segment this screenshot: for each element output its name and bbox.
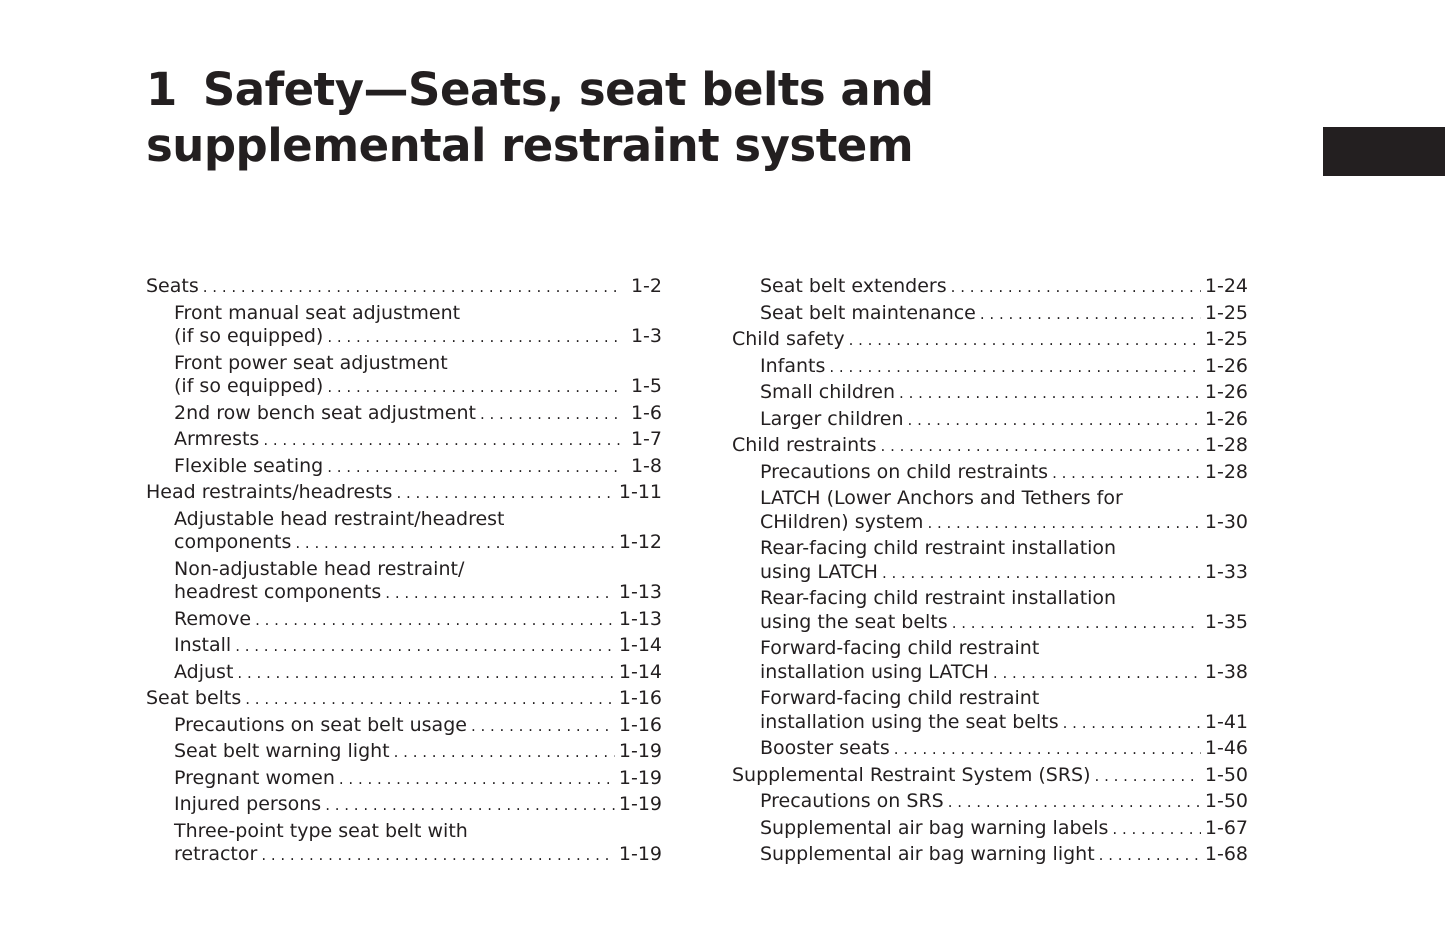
toc-entry-label: components [174, 531, 292, 553]
toc-entry-label: Install [174, 634, 232, 656]
toc-entry[interactable] [146, 608, 662, 635]
toc-entry-label: (if so equipped) [174, 325, 324, 347]
toc-entry[interactable] [146, 634, 662, 661]
dot-leader [948, 791, 1201, 815]
toc-entry-page-number: 1-24 [1204, 275, 1248, 297]
dot-leader [849, 329, 1201, 353]
dot-leader [385, 582, 615, 606]
dot-leader [237, 662, 614, 686]
toc-entry[interactable] [732, 355, 1248, 382]
toc-entry[interactable] [146, 481, 662, 508]
chapter-number: 1 [146, 63, 177, 116]
toc-entry-page-number: 1-7 [630, 428, 662, 450]
toc-entry-label: installation using LATCH [760, 660, 989, 683]
toc-entry[interactable] [732, 637, 1248, 687]
toc-entry[interactable] [146, 275, 662, 302]
toc-entry-page-number: 1-35 [1204, 610, 1248, 633]
toc-entry-line [146, 275, 662, 300]
toc-entry-page-number: 1-6 [630, 401, 662, 424]
toc-entry-page-number: 1-67 [1204, 816, 1248, 839]
toc-entry-page-number: 1-19 [618, 740, 662, 762]
toc-entry-page-number: 1-16 [618, 687, 662, 709]
toc-entry-label: installation using the seat belts [760, 710, 1059, 733]
toc-entry-page-number: 1-38 [1204, 660, 1248, 683]
dot-leader [1095, 765, 1201, 789]
toc-entry-page-number: 1-28 [1204, 434, 1248, 456]
toc-entry[interactable] [732, 817, 1248, 844]
toc-entry-line [760, 817, 1248, 842]
toc-entry-line [174, 402, 662, 427]
dot-leader [203, 276, 622, 300]
dot-leader [899, 382, 1201, 406]
toc-entry-line [732, 434, 1248, 459]
toc-entry-line [174, 843, 662, 868]
toc-entry-label: Head restraints/headrests [146, 481, 393, 503]
dot-leader [1112, 818, 1200, 842]
toc-entry[interactable] [732, 687, 1248, 737]
toc-entry-label: Larger children [760, 407, 904, 430]
chapter-tab-marker [1323, 127, 1445, 176]
toc-entry-label: CHildren) system [760, 510, 924, 533]
toc-entry-label-first-line: Rear-facing child restraint installation [760, 587, 1117, 609]
toc-entry-page-number: 1-30 [1204, 510, 1248, 533]
toc-entry-label-first-line: LATCH (Lower Anchors and Tethers for [760, 487, 1123, 509]
toc-entry-line [174, 531, 662, 556]
toc-entry-line [174, 740, 662, 765]
toc-entry[interactable] [732, 461, 1248, 488]
dot-leader [927, 512, 1200, 536]
toc-entry-line [732, 328, 1248, 353]
toc-entry-page-number: 1-26 [1204, 381, 1248, 403]
toc-entry[interactable] [146, 455, 662, 482]
toc-entry-label: Small children [760, 381, 896, 403]
toc-entry-label: Infants [760, 354, 826, 377]
toc-entry[interactable] [732, 275, 1248, 302]
dot-leader [327, 456, 622, 480]
toc-entry-label-first-line: Front power seat adjustment [174, 351, 448, 374]
toc-entry-page-number: 1-25 [1204, 328, 1248, 350]
toc-entry-label-first-line: Rear-facing child restraint installation [760, 537, 1117, 559]
dot-leader [952, 612, 1201, 636]
toc-entry-label: Pregnant women [174, 766, 335, 789]
toc-entry-line [174, 793, 662, 818]
toc-entry[interactable] [146, 661, 662, 688]
toc-entry-page-number: 1-19 [618, 793, 662, 815]
toc-entry[interactable] [146, 352, 662, 402]
toc-entry-label: using the seat belts [760, 610, 948, 633]
toc-entry-label: Seats [146, 275, 199, 297]
toc-entry-page-number: 1-41 [1204, 710, 1248, 733]
dot-leader [327, 326, 622, 350]
toc-entry-label: Adjust [174, 660, 234, 683]
toc-entry-line [174, 661, 662, 686]
toc-entry-line [760, 843, 1248, 868]
toc-entry-line [174, 428, 662, 453]
dot-leader [894, 738, 1201, 762]
toc-entry-page-number: 1-11 [618, 481, 662, 503]
toc-entry-line [760, 511, 1248, 536]
dot-leader [339, 768, 615, 792]
toc-entry-line [760, 381, 1248, 406]
toc-entry-page-number: 1-50 [1204, 763, 1248, 786]
toc-entry-line [174, 455, 662, 480]
toc-entry-label: headrest components [174, 581, 382, 603]
dot-leader [263, 429, 622, 453]
dot-leader [471, 715, 615, 739]
dot-leader [235, 635, 615, 659]
toc-entry-label-first-line: Forward-facing child restraint [760, 637, 1040, 659]
toc-entry-line [174, 767, 662, 792]
toc-entry-page-number: 1-14 [618, 634, 662, 656]
dot-leader [908, 409, 1201, 433]
toc-entry[interactable] [732, 487, 1248, 537]
toc-entry-label: Seat belts [146, 687, 242, 709]
toc-entry[interactable] [146, 714, 662, 741]
toc-entry-page-number: 1-26 [1204, 354, 1248, 377]
chapter-title [146, 62, 933, 174]
toc-entry-page-number: 1-16 [618, 713, 662, 736]
dot-leader [480, 403, 622, 427]
toc-entry-label-first-line: Front manual seat adjustment [174, 301, 461, 324]
toc-column-right [732, 275, 1248, 870]
toc-entry-label: retractor [174, 843, 258, 865]
toc-entry-page-number: 1-50 [1204, 790, 1248, 812]
toc-entry-line [174, 325, 662, 350]
toc-entry-line [760, 790, 1248, 815]
toc-entry-label: Precautions on seat belt usage [174, 713, 467, 736]
toc-entry-page-number: 1-25 [1204, 301, 1248, 324]
toc-entry-label: Supplemental Restraint System (SRS) [732, 763, 1091, 786]
toc-entry-label-first-line: Three-point type seat belt with [174, 819, 468, 842]
toc-entry-page-number: 1-13 [618, 581, 662, 603]
toc-entry-label: Supplemental air bag warning light [760, 843, 1095, 865]
toc-entry[interactable] [732, 381, 1248, 408]
toc-entry[interactable] [732, 434, 1248, 461]
toc-entry[interactable] [146, 820, 662, 870]
toc-entry-page-number: 1-3 [630, 325, 662, 347]
toc-entry[interactable] [146, 793, 662, 820]
toc-entry-label: Precautions on SRS [760, 790, 944, 812]
dot-leader [255, 609, 615, 633]
toc-entry-line [760, 611, 1248, 636]
toc-entry-label: using LATCH [760, 560, 878, 583]
toc-entry-label-first-line: Non-adjustable head restraint/ [174, 557, 465, 580]
chapter-title-line2: supplemental restraint system [146, 119, 914, 172]
dot-leader [325, 794, 615, 818]
dot-leader [394, 741, 615, 765]
toc-entry-label: Armrests [174, 428, 260, 450]
toc-entry-line [174, 375, 662, 400]
toc-entry-label: Flexible seating [174, 454, 324, 477]
toc-entry-label: Seat belt extenders [760, 275, 947, 297]
toc-entry-line [760, 737, 1248, 762]
toc-entry-label: 2nd row bench seat adjustment [174, 401, 476, 424]
toc-entry-line [760, 302, 1248, 327]
dot-leader [829, 356, 1201, 380]
toc-entry-label: Seat belt maintenance [760, 301, 976, 324]
dot-leader [1052, 462, 1201, 486]
toc-entry[interactable] [146, 687, 662, 714]
toc-entry[interactable] [732, 302, 1248, 329]
toc-entry-line [760, 661, 1248, 686]
toc-entry[interactable] [732, 587, 1248, 637]
toc-entry-label: Child safety [732, 328, 845, 350]
toc-entry-page-number: 1-13 [618, 607, 662, 630]
toc-entry[interactable] [146, 402, 662, 429]
toc-entry-line [732, 764, 1248, 789]
toc-entry-label: Seat belt warning light [174, 740, 390, 762]
toc-entry-page-number: 1-14 [618, 660, 662, 683]
toc-entry-label-first-line: Adjustable head restraint/headrest [174, 507, 505, 530]
toc-entry-page-number: 1-19 [618, 843, 662, 865]
toc-entry-label-first-line: Forward-facing child restraint [760, 687, 1040, 709]
toc-entry[interactable] [146, 302, 662, 352]
toc-entry-line [174, 634, 662, 659]
toc-entry-page-number: 1-2 [630, 275, 662, 297]
toc-entry-line [760, 275, 1248, 300]
toc-entry-line [760, 355, 1248, 380]
toc-entry[interactable] [732, 764, 1248, 791]
dot-leader [882, 562, 1201, 586]
dot-leader [951, 276, 1201, 300]
dot-leader [396, 482, 614, 506]
toc-entry-page-number: 1-8 [630, 454, 662, 477]
toc-entry[interactable] [146, 508, 662, 558]
toc-entry-line [146, 687, 662, 712]
toc-entry-line [174, 581, 662, 606]
toc-entry-page-number: 1-33 [1204, 560, 1248, 583]
dot-leader [327, 376, 622, 400]
toc-entry[interactable] [732, 737, 1248, 764]
toc-entry-page-number: 1-12 [618, 531, 662, 553]
toc-entry[interactable] [732, 537, 1248, 587]
toc-entry[interactable] [146, 428, 662, 455]
toc-entry-label: Child restraints [732, 434, 877, 456]
dot-leader [993, 662, 1201, 686]
toc-entry[interactable] [732, 328, 1248, 355]
toc-entry-page-number: 1-46 [1204, 737, 1248, 759]
dot-leader [295, 532, 614, 556]
toc-entry-label: Booster seats [760, 737, 890, 759]
toc-entry-line [146, 481, 662, 506]
toc-entry[interactable] [146, 767, 662, 794]
toc-entry-line [760, 461, 1248, 486]
toc-entry-page-number: 1-5 [630, 375, 662, 397]
toc-entry-page-number: 1-19 [618, 766, 662, 789]
toc-column-left [146, 275, 662, 870]
dot-leader [1099, 844, 1201, 868]
toc-entry-line [760, 711, 1248, 736]
toc-entry-line [760, 561, 1248, 586]
toc-entry-line [760, 408, 1248, 433]
dot-leader [261, 844, 615, 868]
toc-entry[interactable] [732, 408, 1248, 435]
toc-entry[interactable] [732, 843, 1248, 870]
toc-entry-label: (if so equipped) [174, 375, 324, 397]
toc-entry-label: Supplemental air bag warning labels [760, 816, 1109, 839]
toc-entry-line [174, 714, 662, 739]
toc-entry-page-number: 1-28 [1204, 460, 1248, 483]
dot-leader [980, 303, 1201, 327]
toc-entry-page-number: 1-68 [1204, 843, 1248, 865]
toc-entry[interactable] [732, 790, 1248, 817]
toc-entry-label: Precautions on child restraints [760, 460, 1049, 483]
dot-leader [245, 688, 615, 712]
toc-entry[interactable] [146, 558, 662, 608]
dot-leader [1063, 712, 1201, 736]
toc-entry-line [174, 608, 662, 633]
toc-entry-label: Injured persons [174, 793, 322, 815]
toc-entry[interactable] [146, 740, 662, 767]
toc-entry-page-number: 1-26 [1204, 407, 1248, 430]
dot-leader [881, 435, 1201, 459]
toc-entry-label: Remove [174, 607, 252, 630]
chapter-title-line1: Safety—Seats, seat belts and [202, 63, 934, 116]
